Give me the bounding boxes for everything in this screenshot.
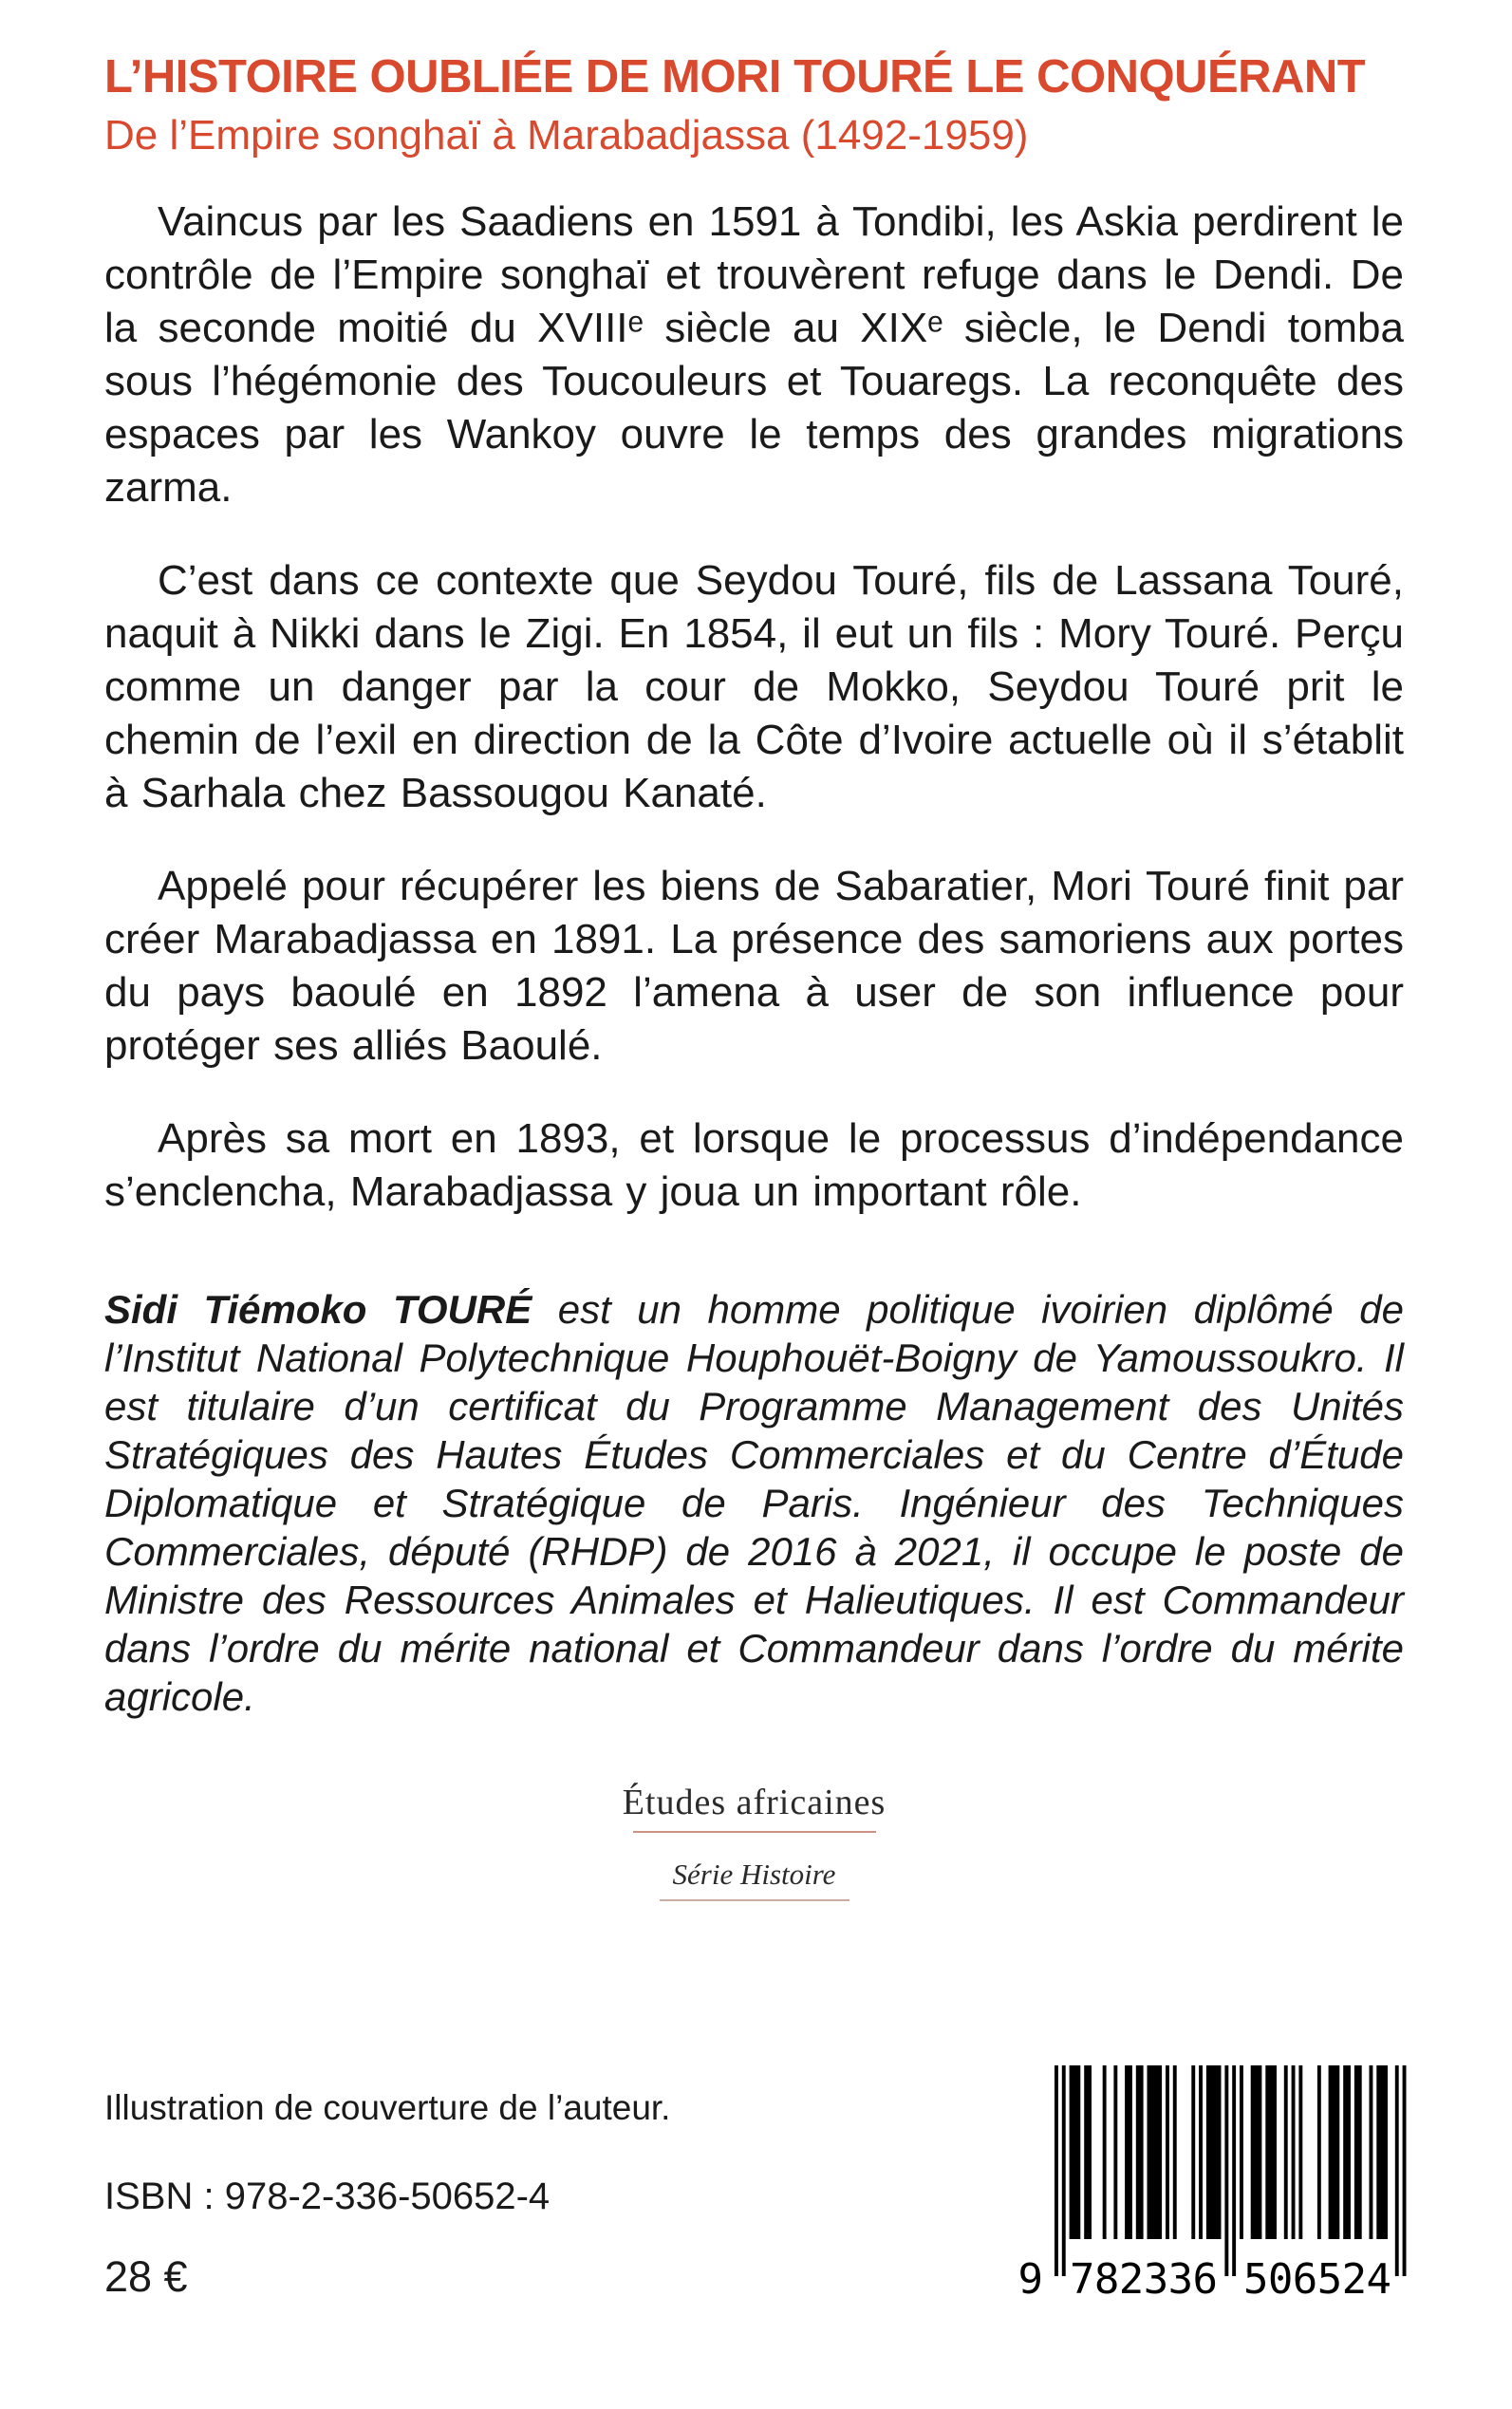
barcode-right-group: 506524 <box>1243 2255 1391 2299</box>
barcode-left-group: 782336 <box>1070 2255 1218 2299</box>
barcode-bars <box>1005 2065 1408 2299</box>
blurb-paragraph: Appelé pour récupérer les biens de Sabaratier, Mori Touré finit par créer Marabadjassa en 1891. La présence des samoriens aux portes du pays baoulé en 1892 l’amena à user de son influence pour protéger ses alliés Baoulé. <box>104 863 1404 1069</box>
isbn: ISBN : 978-2-336-50652-4 <box>104 2176 551 2217</box>
blurb <box>104 196 1404 1219</box>
price: 28 € <box>104 2252 188 2301</box>
barcode-digit-lead: 9 <box>1017 2255 1043 2299</box>
series-divider <box>660 1899 849 1901</box>
author-name: Sidi Tiémoko TOURÉ <box>104 1287 532 1332</box>
series-name: Série Histoire <box>672 1858 836 1891</box>
cover-illustration-credit: Illustration de couverture de l’auteur. <box>104 2088 671 2127</box>
ean13-barcode <box>1005 2065 1408 2299</box>
book-title: L’HISTOIRE OUBLIÉE DE MORI TOURÉ LE CONQUÉRANT <box>104 51 1366 103</box>
book-subtitle: De l’Empire songhaï à Marabadjassa (1492-1959) <box>104 112 1029 159</box>
collection-name: Études africaines <box>622 1783 887 1822</box>
blurb-paragraph: Après sa mort en 1893, et lorsque le processus d’indépendance s’enclencha, Marabadjassa y joua un important rôle. <box>104 1115 1404 1215</box>
collection-divider <box>633 1831 876 1833</box>
footer-left <box>104 2086 670 2303</box>
blurb-paragraph: Vaincus par les Saadiens en 1591 à Tondibi, les Askia perdirent le contrôle de l’Empire songhaï et trouvèrent refuge dans le Dendi. De la seconde moitié du XVIIIᵉ siècle au XIXᵉ siècle, le Dendi tomba sous l’hégémonie des Toucouleurs et Touaregs. La reconquête des espaces par les Wankoy ouvre le temps des grandes migrations zarma. <box>104 198 1404 511</box>
blurb-paragraph: C’est dans ce contexte que Seydou Touré, fils de Lassana Touré, naquit à Nikki dans le Zigi. En 1854, il eut un fils : Mory Touré. Perçu comme un danger par la cour de Mokko, Seydou Touré prit le chemin de l’exil en direction de la Côte d’Ivoire actuelle où il s’établit à Sarhala chez Bassougou Kanaté. <box>104 557 1404 816</box>
author-bio <box>104 1285 1404 1721</box>
author-bio-text: est un homme politique ivoirien diplômé de l’Institut National Polytechnique Houphouët-Boigny de Yamoussoukro. Il est titulaire d’un certificat du Programme Management des Unités Stratégiques des Hautes Études Commerciales et du Centre d’Étude Diplomatique et Stratégique de Paris. Ingénieur des Techniques Commerciales, député (RHDP) de 2016 à 2021, il occupe le poste de Ministre des Ressources Animales et Halieutiques. Il est Commandeur dans l’ordre du mérite national et Commandeur dans l’ordre du mérite agricole. <box>104 1287 1404 1719</box>
collection-block <box>104 1782 1404 1901</box>
